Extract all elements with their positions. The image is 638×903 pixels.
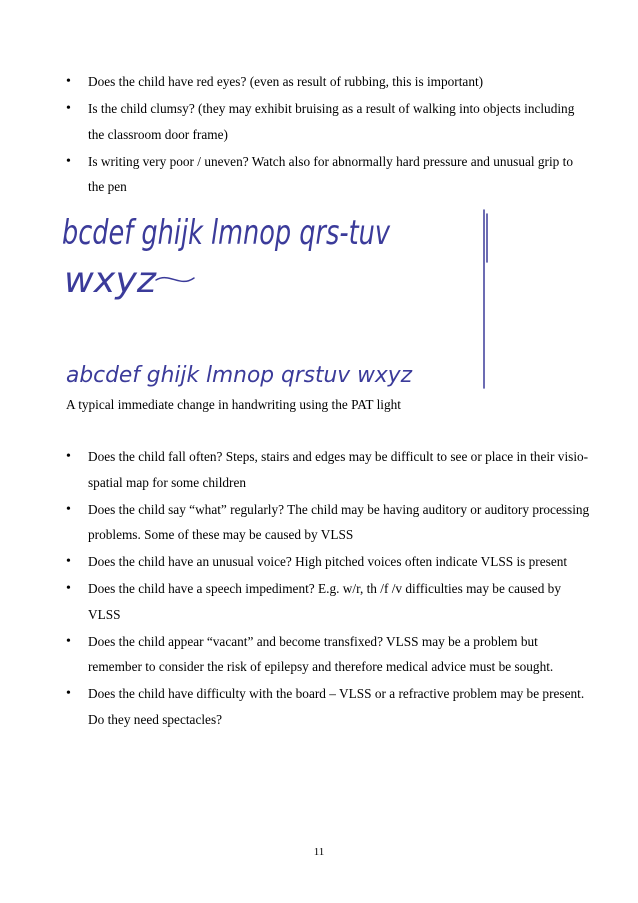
handwriting-after-line: abcdef ghijk lmnop qrstuv wxyz (66, 363, 413, 388)
bullet-item: • Does the child fall often? Steps, stairs and edges may be difficult to see or place in their visio-spatial map for some children (66, 444, 590, 495)
bullet-item: • Does the child say “what” regularly? The child may be having auditory or auditory processing problems. Some of these may be caused by VLSS (66, 497, 590, 548)
page-number: 11 (313, 846, 325, 858)
bullet-item: • Does the child have difficulty with the board – VLSS or a refractive problem may be present. Do they need spectacles? (66, 681, 590, 732)
bullet-item: • Does the child appear “vacant” and become transfixed? VLSS may be a problem but remember to consider the risk of epilepsy and therefore medical advice must be sought. (66, 629, 590, 680)
bullet-item: • Does the child have an unusual voice? High pitched voices often indicate VLSS is present (66, 549, 590, 575)
handwriting-svg (60, 202, 500, 390)
top-bullet-list (66, 69, 590, 201)
handwriting-sample-image (60, 202, 500, 390)
image-caption: A typical immediate change in handwriting using the PAT light (66, 397, 401, 412)
scribble-stroke (156, 278, 194, 282)
handwriting-before-line1: bcdef ghijk lmnop qrs-tuv (62, 213, 391, 253)
handwriting-before-line2: wxyz (64, 260, 158, 301)
bullet-item: • Is writing very poor / uneven? Watch also for abnormally hard pressure and unusual grip to the pen (66, 149, 590, 200)
bullet-item: • Is the child clumsy? (they may exhibit bruising as a result of walking into objects including the classroom door frame) (66, 96, 590, 147)
bullet-item: • Does the child have red eyes? (even as result of rubbing, this is important) (66, 69, 590, 95)
bullet-item: • Does the child have a speech impediment? E.g. w/r, th /f /v difficulties may be caused by VLSS (66, 576, 590, 627)
bottom-bullet-list (66, 444, 590, 734)
